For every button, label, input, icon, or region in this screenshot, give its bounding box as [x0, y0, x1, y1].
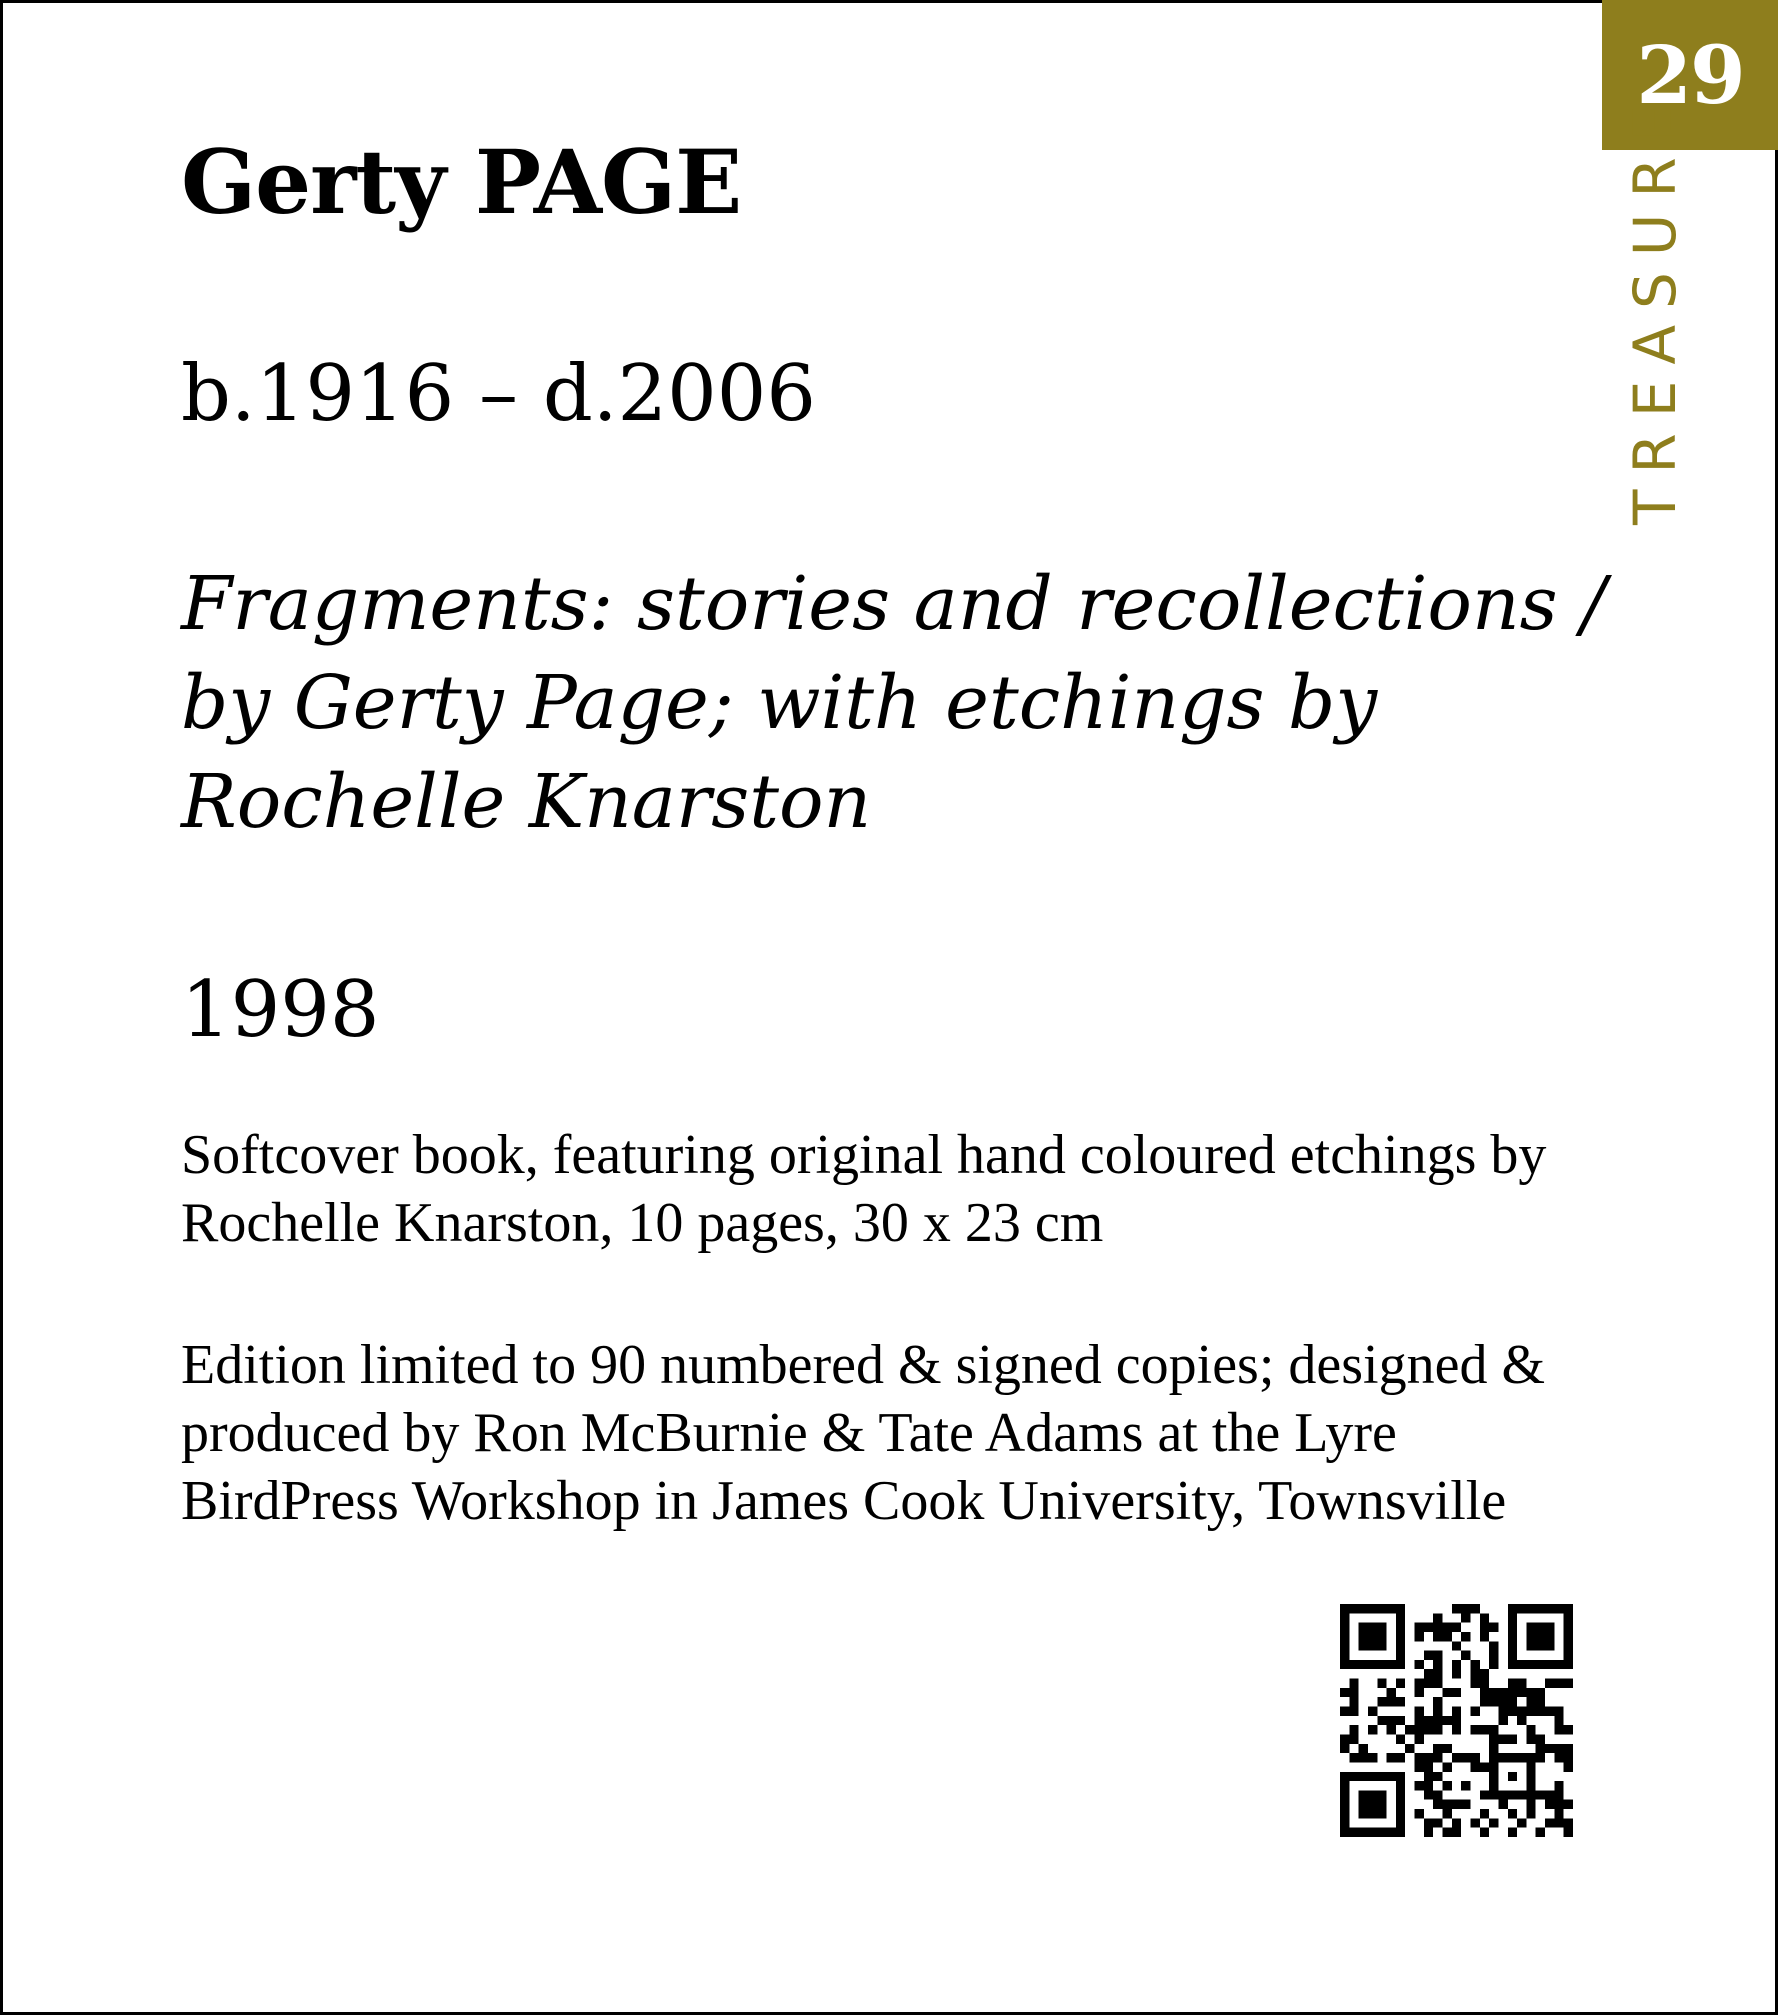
edition-details: Edition limited to 90 numbered & signed copies; designed & produced by Ron McBurnie & Tate Adams at the Lyre BirdPress Workshop in James Cook University, Townsville: [181, 1334, 1546, 1532]
artist-name: Gerty PAGE: [181, 130, 742, 234]
artist-life-dates: b.1916 – d.2006: [181, 349, 817, 439]
work-year: 1998: [181, 965, 380, 1055]
section-label: TREASURE: [1621, 88, 1689, 525]
qr-code-icon[interactable]: [1340, 1604, 1573, 1837]
item-number-badge: 29: [1602, 0, 1778, 150]
work-description: Softcover book, featuring original hand coloured etchings by Rochelle Knarston, 10 pages, 30 x 23 cm: [181, 1124, 1547, 1254]
work-title: Fragments: stories and recollections / by Gerty Page; with etchings by Rochelle Knarston: [181, 561, 1607, 845]
